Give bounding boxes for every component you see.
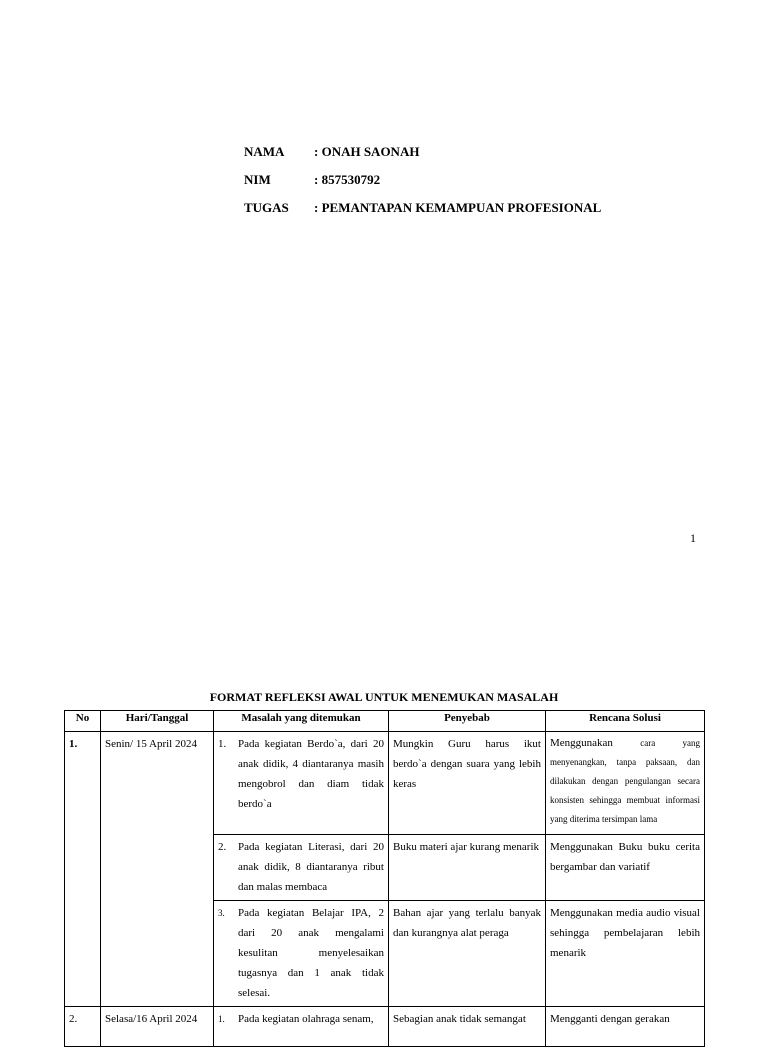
solution-cell: Menggunakan Buku buku cerita bergambar dan variatif [546,835,705,901]
nim-value: : 857530792 [314,172,381,187]
row-day: Senin/ 15 April 2024 [101,732,214,1007]
header-problem: Masalah yang ditemukan [214,711,389,732]
problem-cell [214,901,389,1007]
task-label: TUGAS [244,200,289,215]
table-title: FORMAT REFLEKSI AWAL UNTUK MENEMUKAN MASALAH [209,690,559,704]
page-number: 1 [690,531,696,545]
problem-cell [214,835,389,901]
problem-text: Pada kegiatan Berdo`a, dari 20 anak didik, 4 diantaranya masih mengobrol dan diam tidak berdo`a [238,738,384,810]
problem-cell [214,1007,389,1047]
table-row [65,732,705,835]
problem-number: 2. [218,841,227,853]
nim-row [244,172,601,200]
problem-number: 1. [218,1014,225,1024]
name-value: : ONAH SAONAH [314,144,420,159]
table-header-row [65,711,705,732]
problem-number: 3. [218,908,225,918]
name-label: NAMA [244,144,285,159]
header-solution: Rencana Solusi [546,711,705,732]
header-no: No [65,711,101,732]
cause-cell: Mungkin Guru harus ikut berdo`a dengan suara yang lebih keras [389,732,546,835]
problem-text: Pada kegiatan olahraga senam, [238,1013,374,1025]
header-day: Hari/Tanggal [101,711,214,732]
row-number: 2. [65,1007,101,1047]
cause-cell: Sebagian anak tidak semangat [389,1007,546,1047]
cause-cell: Buku materi ajar kurang menarik [389,835,546,901]
header-cause: Penyebab [389,711,546,732]
problem-text: Pada kegiatan Literasi, dari 20 anak didik, 8 diantaranya ribut dan malas membaca [238,841,384,893]
student-identity-block [244,144,601,228]
problem-text: Pada kegiatan Belajar IPA, 2 dari 20 anak mengalami kesulitan menyelesaikan tugasnya dan 1 anak tidak selesai. [238,907,384,999]
solution-cell: Mengganti dengan gerakan [546,1007,705,1047]
row-number: 1. [65,732,101,1007]
nim-label: NIM [244,172,271,187]
table-row [65,1007,705,1047]
reflection-table [64,710,705,1047]
task-row [244,200,601,228]
cause-cell: Bahan ajar yang terlalu banyak dan kurangnya alat peraga [389,901,546,1007]
solution-cell [546,732,705,835]
task-value: : PEMANTAPAN KEMAMPUAN PROFESIONAL [314,200,602,215]
name-row [244,144,601,172]
solution-rest: cara yang menyenangkan, tanpa paksaan, dan dilakukan dengan pengulangan secara konsisten sehingga membuat informasi yang diterima tersimpan lama [550,738,700,824]
problem-number: 1. [218,738,227,750]
problem-cell [214,732,389,835]
solution-lead: Menggunakan [550,737,613,749]
solution-cell: Menggunakan media audio visual sehingga pembelajaran lebih menarik [546,901,705,1007]
row-day: Selasa/16 April 2024 [101,1007,214,1047]
